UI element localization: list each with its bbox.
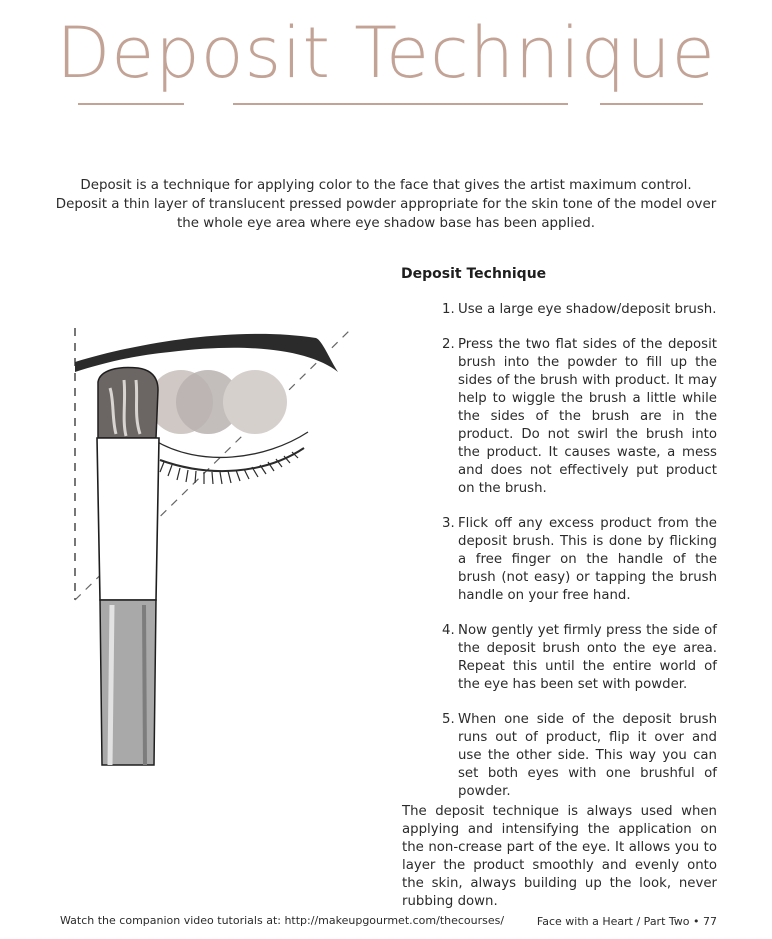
step-number: 2. [442, 337, 455, 352]
footer-video-link-text: Watch the companion video tutorials at: http://makeupgourmet.com/thecourses/ [60, 914, 505, 927]
step-text: Now gently yet firmly press the side of the deposit brush onto the eye area. Repeat this until the entire world of the eye has been set with powder. [458, 623, 717, 692]
list-item [402, 622, 717, 694]
steps-list [402, 301, 717, 818]
deposit-brush-icon [97, 368, 159, 765]
eyelid-crease [154, 432, 308, 457]
list-item [402, 711, 717, 801]
footer-page-info: Face with a Heart / Part Two • 77 [536, 915, 717, 928]
list-item [402, 301, 717, 319]
step-text: Press the two flat sides of the deposit brush into the powder to fill up the sides of the brush with product. It may help to wiggle the brush a little while the sides of the brush are in the product. Do not swirl the brush into the product. It causes waste, a mess and does not effectively put product on the brush. [458, 337, 717, 496]
step-number: 4. [442, 623, 455, 638]
step-number: 3. [442, 516, 455, 531]
step-text: When one side of the deposit brush runs out of product, flip it over and use the other side. This way you can set both eyes with one brushful of powder. [458, 712, 717, 799]
step-number: 5. [442, 712, 455, 727]
intro-paragraph: Deposit is a technique for applying color to the face that gives the artist maximum control. Deposit a thin layer of translucent pressed powder appropriate for the skin tone of the model over the whole eye area where eye shadow base has been applied. [55, 178, 717, 232]
page-title: Deposit Technique [56, 12, 716, 94]
powder-circles [149, 370, 287, 434]
title-underline-right [600, 103, 703, 105]
title-underline-middle [233, 103, 568, 105]
list-item [402, 336, 717, 498]
step-number: 1. [442, 302, 455, 317]
list-item [402, 515, 717, 605]
eyelashes-icon [160, 448, 304, 484]
closing-paragraph: The deposit technique is always used when applying and intensifying the application on the non-crease part of the eye. It allows you to layer the product smoothly and evenly onto the skin, always building up the look, never rubbing down. [402, 804, 717, 910]
step-text: Flick off any excess product from the deposit brush. This is done by flicking a free finger on the handle of the brush (not easy) or tapping the brush handle on your free hand. [458, 516, 717, 603]
eye-brush-illustration [60, 320, 360, 770]
title-underline-left [78, 103, 184, 105]
steps-heading: Deposit Technique [401, 266, 547, 282]
eyebrow-icon [75, 334, 338, 372]
step-text: Use a large eye shadow/deposit brush. [458, 302, 717, 317]
